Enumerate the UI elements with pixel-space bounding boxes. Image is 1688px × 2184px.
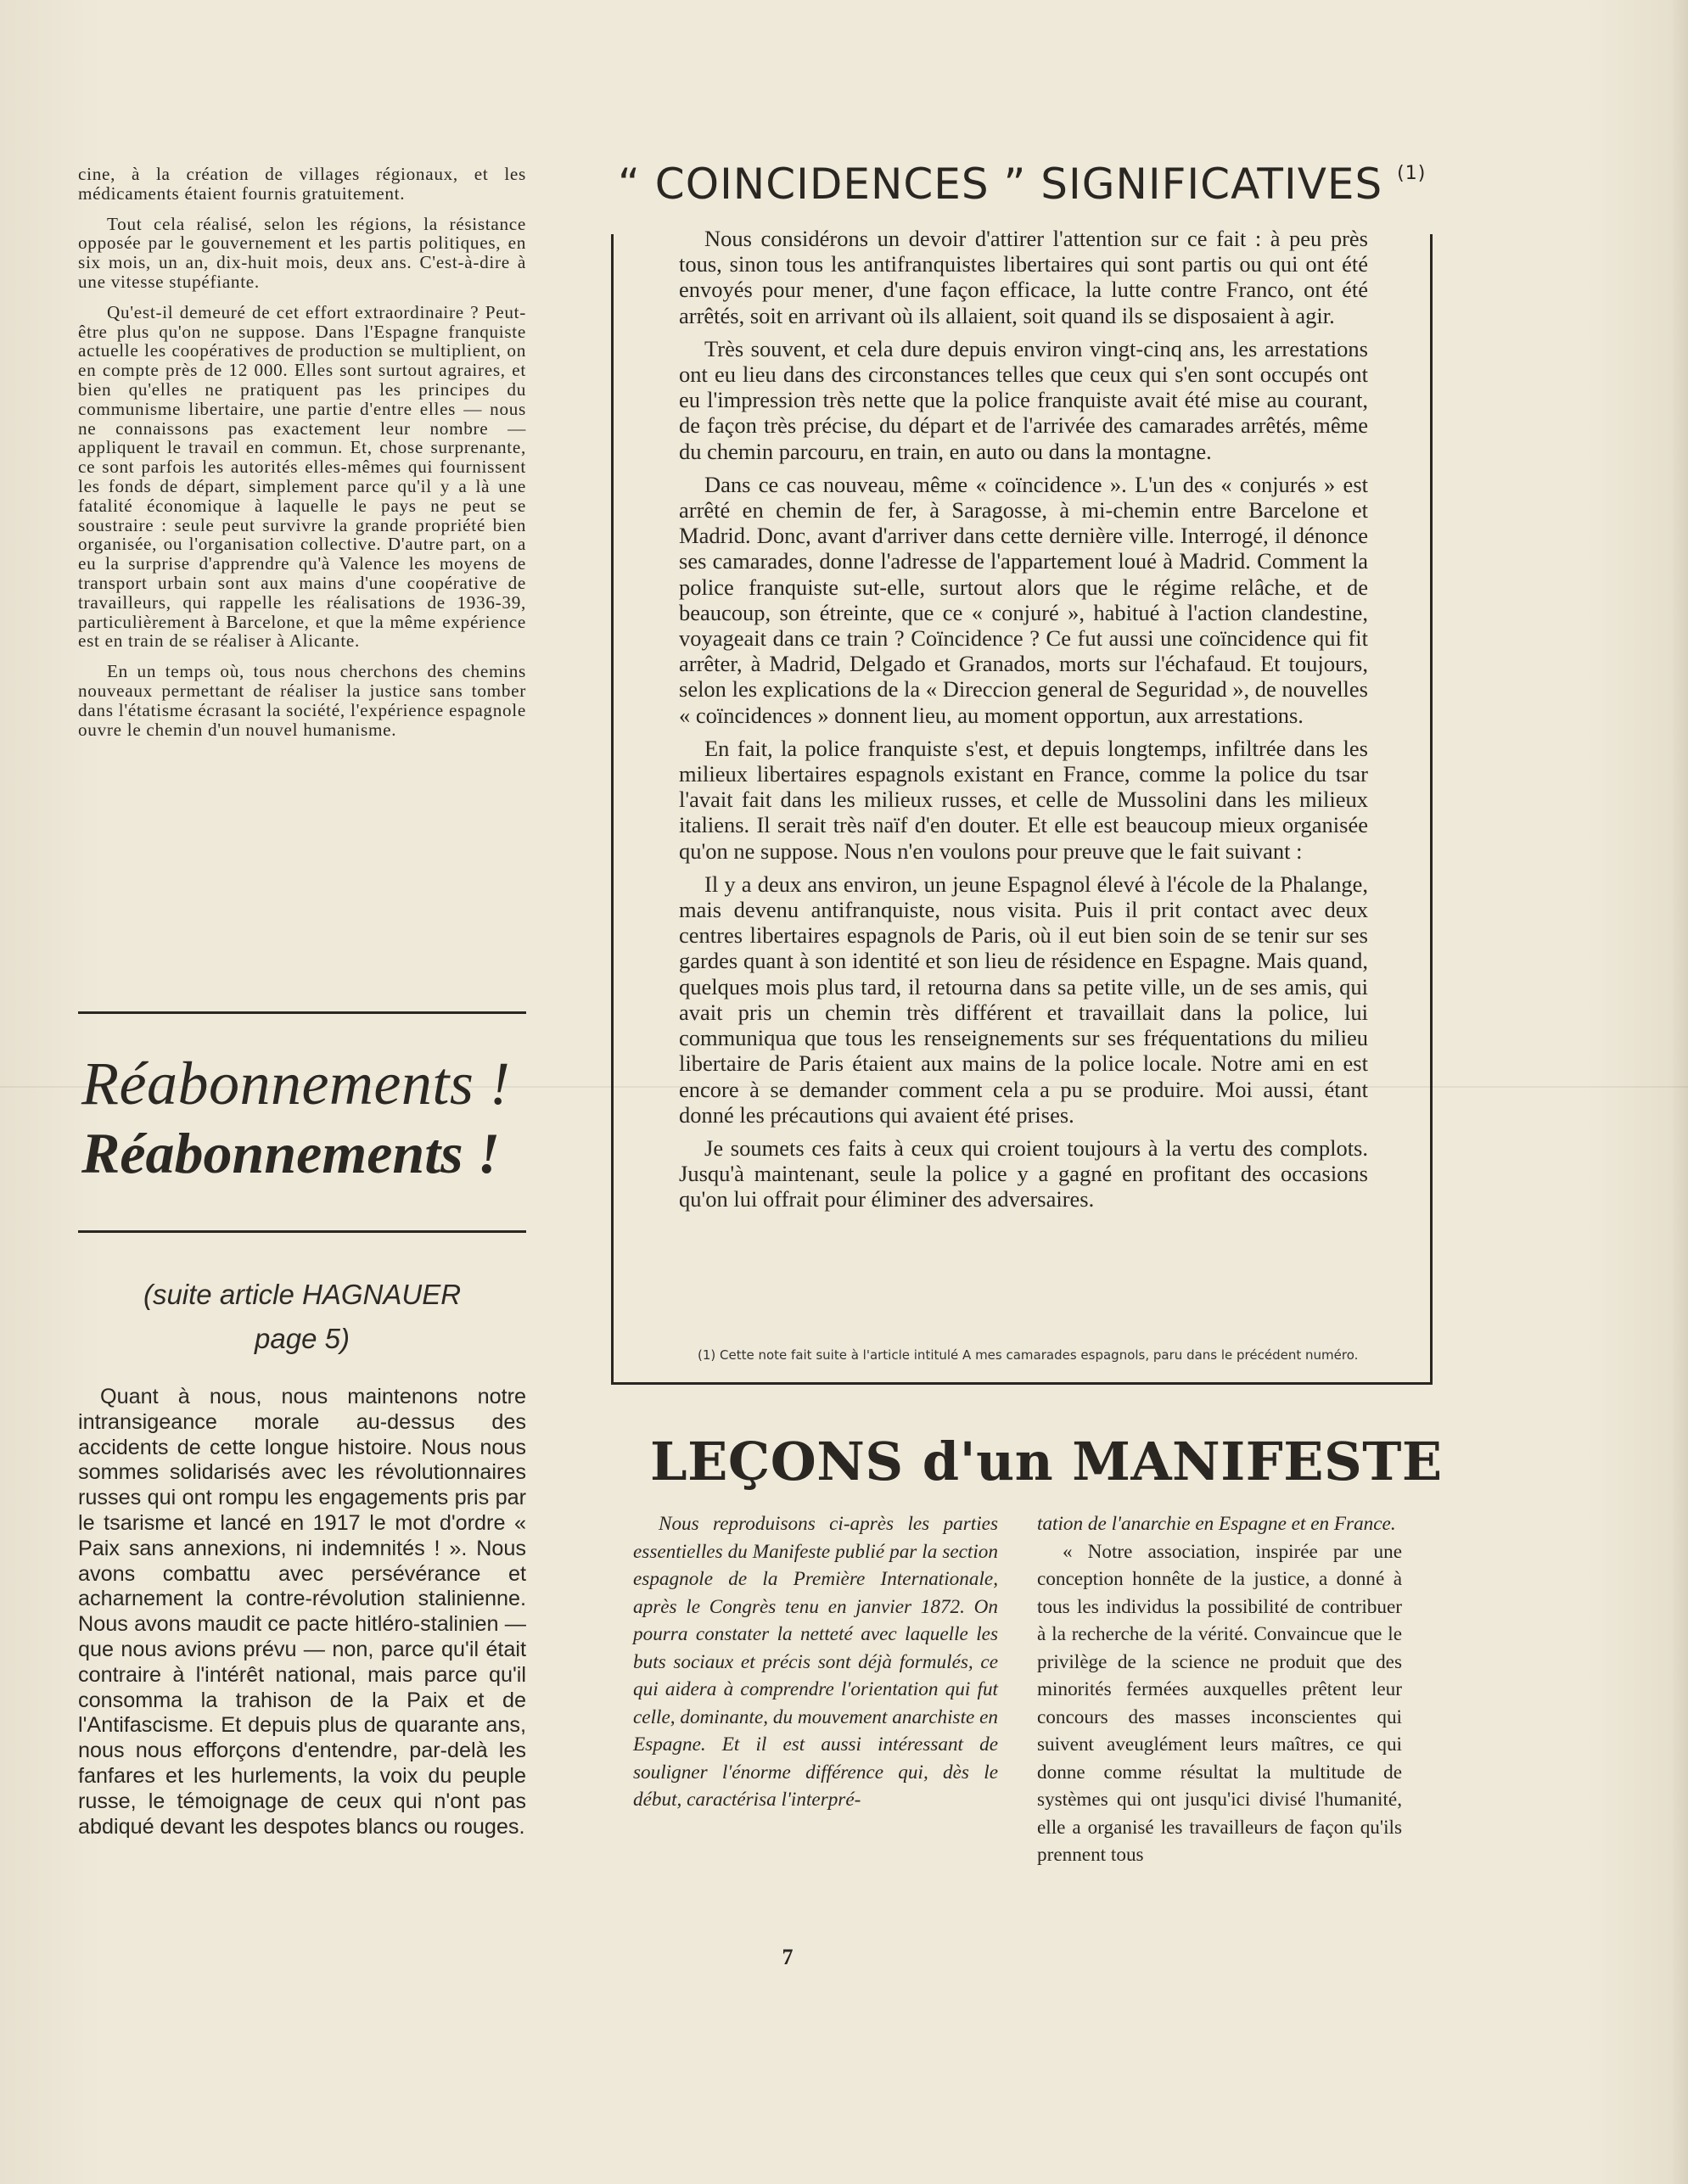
reabonnements-heading-bold: Réabonnements ! — [81, 1121, 501, 1185]
page-number: 7 — [782, 1945, 794, 1969]
lecons-column-2 — [1037, 1510, 1402, 1869]
article-paragraph: En un temps où, tous nous cherchons des chemins nouveaux permettant de réaliser la justice sans tomber dans l'étatisme écrasant la société, l'expérience espagnole ouvre le chemin d'un nouvel humanisme. — [78, 661, 526, 740]
suite-article-note — [78, 1273, 526, 1361]
manifesto-text: « Notre association, inspirée par une conception honnête de la justice, a donné à tous les individus la possibilité de contribuer à la recherche de la vérité. Convaincue que le privilège de la science ne produit que des minorités fermées auxquelles prêtent leur concours des masses inconscientes qui suivent aveuglément leurs maîtres, ce qui donne comme résultat la multitude de systèmes qui ont jusqu'ici divisé l'humanité, elle a organisé les travailleurs de façon qu'ils prennent tous — [1037, 1540, 1402, 1866]
coincidences-title-text: “ COINCIDENCES ” SIGNIFICATIVES — [618, 160, 1383, 209]
coincidences-body — [679, 226, 1368, 1220]
divider-rule — [78, 1230, 526, 1233]
lecons-column-1 — [633, 1510, 998, 1814]
suite-line: page 5) — [255, 1323, 350, 1354]
lecons-title: LEÇONS d'un MANIFESTE — [650, 1431, 1443, 1492]
footnote-marker: (1) — [1397, 163, 1427, 184]
coincidences-title — [618, 160, 1466, 209]
article-paragraph: cine, à la création de villages régionaux, et les médicaments étaient fournis gratuitement. — [78, 164, 526, 204]
lecons-intro-end: tation de l'anarchie en Espagne et en France. — [1037, 1513, 1396, 1535]
reabonnements-heading: Réabonnements ! — [81, 1050, 511, 1117]
article-paragraph: Nous considérons un devoir d'attirer l'attention sur ce fait : à peu près tous, sinon tous les antifranquistes libertaires qui sont partis ou qui ont été envoyés pour mener, d'une façon efficace, la lutte contre Franco, ont été arrêtés, soit en arrivant où ils allaient, soit quand ils se disposaient à agir. — [679, 226, 1368, 328]
lecons-intro: Nous reproduisons ci-après les parties essentielles du Manifeste publié par la section espagnole de la Première Internationale, après le Congrès tenu en janvier 1872. On pourra constater la netteté avec laquelle les buts sociaux et précis sont déjà formulés, ce qui aidera à comprendre l'orientation qui fut celle, dominante, du mouvement anarchiste en Espagne. Et il est aussi intéressant de souligner l'énorme différence qui, dès le début, caractérisa l'interpré- — [633, 1513, 998, 1811]
article-paragraph: Très souvent, et cela dure depuis environ vingt-cinq ans, les arrestations ont eu lieu dans des circonstances telles que ceux qui s'en sont occupés ont eu l'impression très nette que la police franquiste avait été mise au courant, de façon très précise, du départ et de l'arrivée des camarades arrêtés, même du chemin parcouru, en train, en auto ou dans la montagne. — [679, 335, 1368, 464]
suite-line: (suite article HAGNAUER — [143, 1279, 462, 1310]
hagnauer-continuation — [78, 1385, 526, 1840]
article-paragraph: Dans ce cas nouveau, même « coïncidence ». L'un des « conjurés » est arrêté en chemin de fer, à Saragosse, à mi-chemin entre Barcelone et Madrid. Donc, avant d'arriver dans cette dernière ville. Interrogé, il dénonce ses camarades, donne l'adresse de l'appartement loué à Madrid. Comment la police franquiste sut-elle, surtout alors que le régime relâche, et de beaucoup, son étreinte, que ce « conjuré », habitué à l'action clandestine, voyageait dans ce train ? Coïncidence ? Ce fut aussi une coïncidence qui fit arrêter, à Madrid, Delgado et Granados, morts sur l'échafaud. Et toujours, selon les explications de la « Direccion general de Seguridad », de nouvelles « coïncidences » donnent lieu, au moment opportun, aux arrestations. — [679, 471, 1368, 728]
footnote-text: (1) Cette note fait suite à l'article intitulé A mes camarades espagnols, paru dans le précédent numéro. — [698, 1347, 1359, 1363]
article-paragraph: Qu'est-il demeuré de cet effort extraordinaire ? Peut-être plus qu'on ne suppose. Dans l'Espagne franquiste actuelle les coopératives de production se multiplient, on en compte près de 12 000. Elles sont surtout agraires, et bien qu'elles ne pratiquent pas les principes du communisme libertaire, une partie d'entre elles — nous ne connaissons pas exactement leur nombre — appliquent le travail en commun. Et, chose surprenante, ce sont parfois les autorités elles-mêmes qui fournissent les fonds de départ, simplement parce qu'il y a là une fatalité économique à laquelle le pays ne peut se soustraire : seule peut survivre la grande propriété bien organisée, ou l'organisation collective. D'autre part, on a eu la surprise d'apprendre qu'à Valence les moyens de transport urbain sont aux mains d'une coopérative de travailleurs, qui rappelle les réalisations de 1936-39, particulièrement à Barcelone, et que la même expérience est en train de se réaliser à Alicante. — [78, 301, 526, 652]
article-paragraph: En fait, la police franquiste s'est, et depuis longtemps, infiltrée dans les milieux libertaires espagnols existant en France, comme la police du tsar l'avait fait dans les milieux russes, et celle de Mussolini dans les milieux italiens. Il serait très naïf d'en douter. Et elle est beaucoup mieux organisée qu'on ne suppose. Nous n'en voulons pour preuve que le fait suivant : — [679, 735, 1368, 864]
article-paragraph: Quant à nous, nous maintenons notre intransigeance morale au-dessus des accidents de cette longue histoire. Nous nous sommes solidarisés avec les révolutionnaires russes qui ont rompu les engagements pris par le tsarisme et lancé en 1917 le mot d'ordre « Paix sans annexions, ni indemnités ! ». Nous avons combattu avec persévérance et acharnement la contre-révolution stalinienne. Nous avons maudit ce pacte hitléro-stalinien — que nous avions prévu — non, parce qu'il était contraire à l'intérêt national, mais parce qu'il consomma la trahison de la Paix et de l'Antifascisme. Et depuis plus de quarante ans, nous nous efforçons d'entendre, par-delà les fanfares et les hurlements, la voix du peuple russe, le témoignage de ceux qui n'ont pas abdiqué devant les despotes blancs ou rouges. — [78, 1385, 526, 1839]
article-paragraph: Il y a deux ans environ, un jeune Espagnol élevé à l'école de la Phalange, mais devenu antifranquiste, nous visita. Puis il prit contact avec deux centres libertaires espagnols de Paris, où il eut bien soin de se tenir sur ses gardes quant à son identité et son lieu de résidence en Espagne. Mais quand, quelques mois plus tard, il retourna dans sa petite ville, un de ses amis, qui avait pris un chemin très différent et travaillait dans la police, lui communiqua que tous les renseignements sur ses fréquentations du milieu libertaire de Paris étaient aux mains de la police locale. Notre ami en est encore à se demander comment cela a pu se produire. Moi aussi, étant donné les précautions qui avaient été prises. — [679, 871, 1368, 1128]
article-paragraph: Je soumets ces faits à ceux qui croient toujours à la vertu des complots. Jusqu'à maintenant, seule la police y a gagné en profitant des occasions qu'on lui offrait pour éliminer des adversaires. — [679, 1134, 1368, 1212]
page-edge — [1673, 0, 1688, 2184]
divider-rule — [78, 1011, 526, 1014]
coincidences-footnote — [679, 1347, 1368, 1363]
article-paragraph: Tout cela réalisé, selon les régions, la résistance opposée par le gouvernement et les partis politiques, en six mois, un an, dix-huit mois, deux ans. C'est-à-dire à une vitesse stupéfiante. — [78, 213, 526, 292]
left-column-article — [78, 165, 526, 750]
